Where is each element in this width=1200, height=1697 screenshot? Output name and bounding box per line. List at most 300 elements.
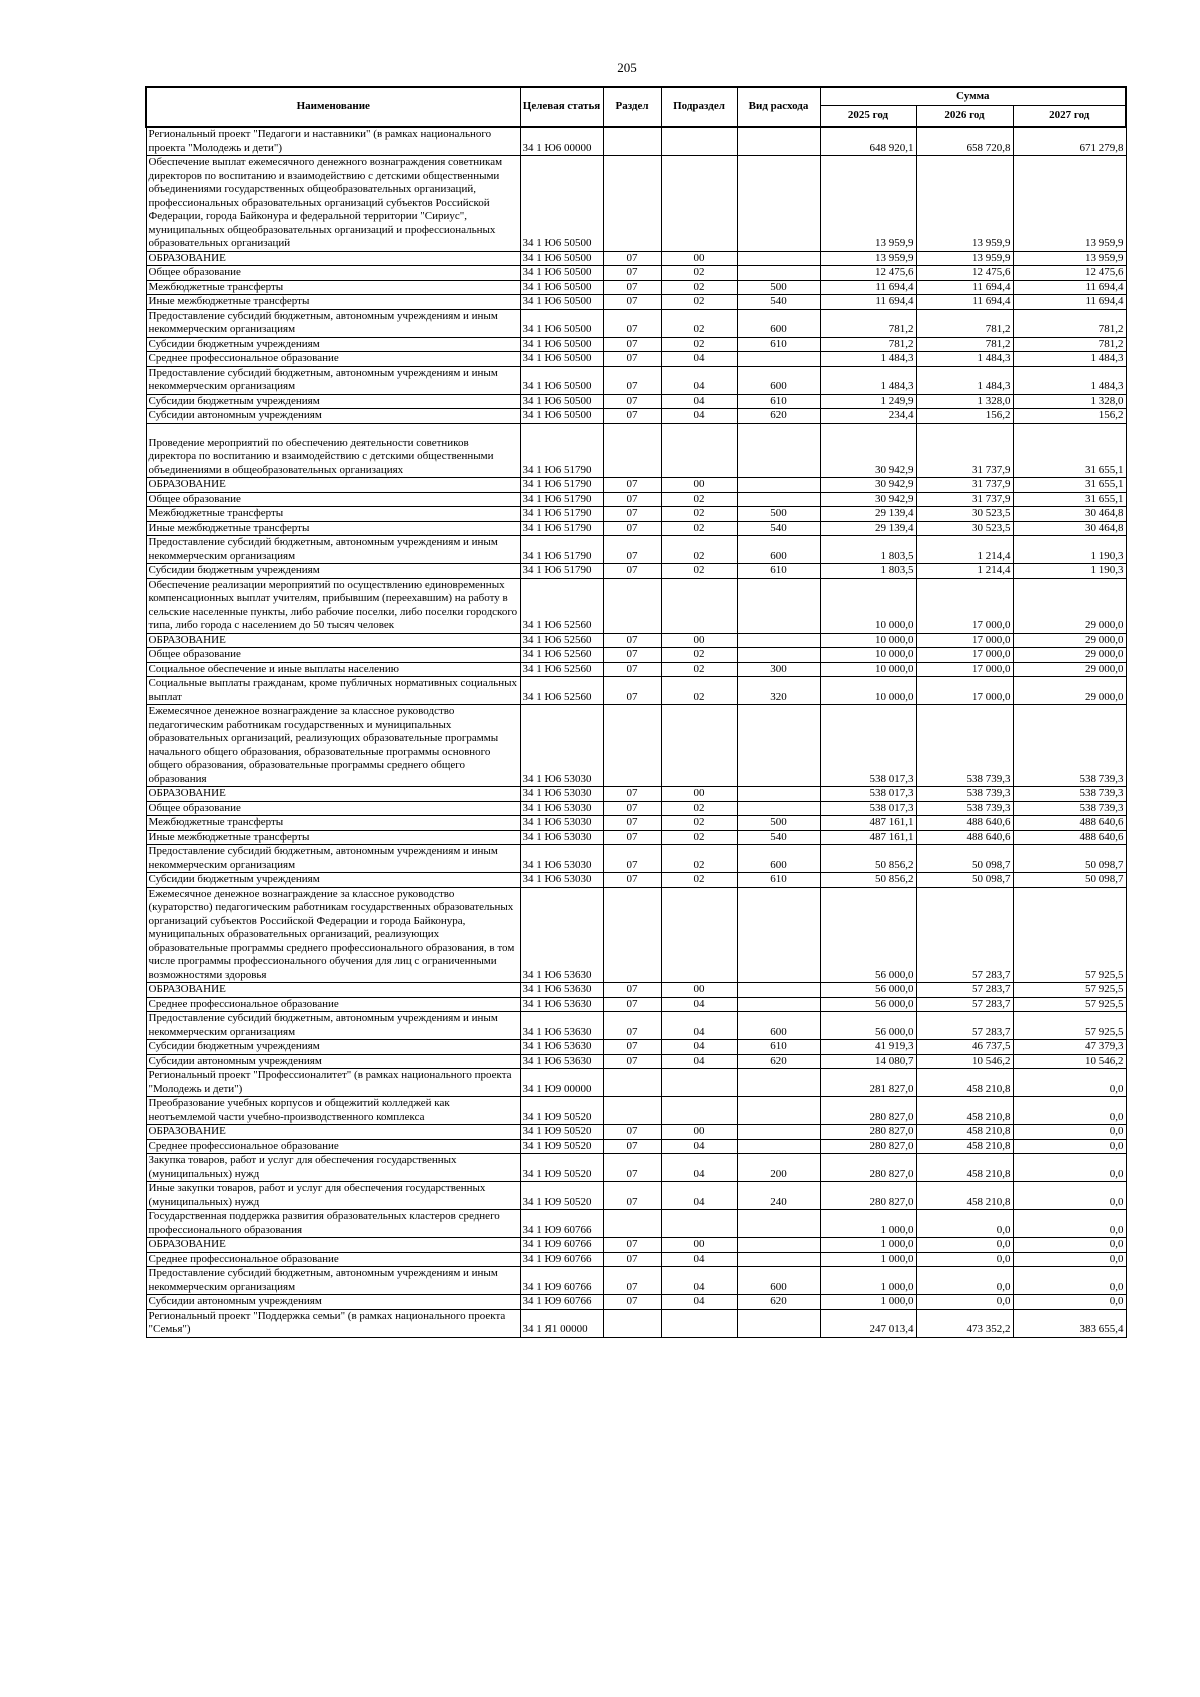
row-sum-2026: 13 959,9 — [916, 156, 1013, 252]
row-sum-2026: 0,0 — [916, 1267, 1013, 1295]
row-name: Государственная поддержка развития образовательных кластеров среднего профессионального образования — [146, 1210, 520, 1238]
row-section: 07 — [603, 1154, 661, 1182]
table-row — [146, 1012, 1126, 1040]
row-sum-2027: 31 655,1 — [1013, 423, 1126, 478]
row-expense-type — [737, 1097, 820, 1125]
row-sum-2025: 487 161,1 — [820, 830, 916, 845]
row-subsection: 00 — [661, 251, 737, 266]
row-section: 07 — [603, 1182, 661, 1210]
row-name: Региональный проект "Поддержка семьи" (в рамках национального проекта "Семья") — [146, 1309, 520, 1337]
row-name: Субсидии бюджетным учреждениям — [146, 873, 520, 888]
row-subsection: 02 — [661, 309, 737, 337]
row-target-code: 34 1 Ю6 53030 — [520, 830, 603, 845]
row-expense-type — [737, 492, 820, 507]
row-name: Предоставление субсидий бюджетным, автономным учреждениям и иным некоммерческим организациям — [146, 536, 520, 564]
row-expense-type — [737, 887, 820, 983]
row-target-code: 34 1 Ю6 50500 — [520, 266, 603, 281]
col-header-subsection: Подраздел — [661, 87, 737, 127]
row-subsection — [661, 127, 737, 156]
row-section: 07 — [603, 409, 661, 424]
row-name: Межбюджетные трансферты — [146, 507, 520, 522]
row-expense-type — [737, 983, 820, 998]
row-name: Социальное обеспечение и иные выплаты населению — [146, 662, 520, 677]
row-sum-2026: 12 475,6 — [916, 266, 1013, 281]
row-sum-2025: 29 139,4 — [820, 521, 916, 536]
row-target-code: 34 1 Ю9 50520 — [520, 1139, 603, 1154]
row-sum-2025: 50 856,2 — [820, 873, 916, 888]
row-section: 07 — [603, 1040, 661, 1055]
table-row — [146, 266, 1126, 281]
row-name: Среднее профессиональное образование — [146, 997, 520, 1012]
row-subsection: 04 — [661, 1139, 737, 1154]
row-section — [603, 705, 661, 787]
table-body — [146, 127, 1126, 1337]
row-sum-2026: 473 352,2 — [916, 1309, 1013, 1337]
row-sum-2027: 0,0 — [1013, 1210, 1126, 1238]
row-target-code: 34 1 Ю9 60766 — [520, 1252, 603, 1267]
row-sum-2027: 10 546,2 — [1013, 1054, 1126, 1069]
row-sum-2025: 280 827,0 — [820, 1097, 916, 1125]
row-expense-type: 540 — [737, 521, 820, 536]
row-target-code: 34 1 Ю6 51790 — [520, 564, 603, 579]
row-expense-type: 610 — [737, 1040, 820, 1055]
row-expense-type — [737, 1139, 820, 1154]
row-section: 07 — [603, 801, 661, 816]
row-sum-2026: 1 484,3 — [916, 352, 1013, 367]
row-sum-2025: 280 827,0 — [820, 1125, 916, 1140]
row-sum-2026: 46 737,5 — [916, 1040, 1013, 1055]
row-expense-type: 610 — [737, 873, 820, 888]
row-expense-type — [737, 578, 820, 633]
row-expense-type: 610 — [737, 337, 820, 352]
row-sum-2027: 13 959,9 — [1013, 251, 1126, 266]
row-target-code: 34 1 Ю6 00000 — [520, 127, 603, 156]
row-subsection: 02 — [661, 295, 737, 310]
row-subsection: 02 — [661, 677, 737, 705]
row-subsection: 02 — [661, 648, 737, 663]
table-row — [146, 1210, 1126, 1238]
row-sum-2027: 57 925,5 — [1013, 997, 1126, 1012]
table-row — [146, 887, 1126, 983]
table-row — [146, 1267, 1126, 1295]
row-section: 07 — [603, 521, 661, 536]
row-name: ОБРАЗОВАНИЕ — [146, 1125, 520, 1140]
row-sum-2027: 29 000,0 — [1013, 677, 1126, 705]
row-sum-2025: 13 959,9 — [820, 251, 916, 266]
row-expense-type — [737, 423, 820, 478]
row-target-code: 34 1 Ю6 50500 — [520, 394, 603, 409]
row-expense-type: 610 — [737, 564, 820, 579]
row-sum-2027: 47 379,3 — [1013, 1040, 1126, 1055]
row-subsection: 04 — [661, 394, 737, 409]
row-sum-2026: 1 214,4 — [916, 536, 1013, 564]
row-sum-2025: 1 484,3 — [820, 366, 916, 394]
table-row — [146, 578, 1126, 633]
row-section: 07 — [603, 564, 661, 579]
table-row — [146, 1040, 1126, 1055]
row-sum-2027: 31 655,1 — [1013, 492, 1126, 507]
row-sum-2025: 13 959,9 — [820, 156, 916, 252]
row-sum-2027: 50 098,7 — [1013, 845, 1126, 873]
row-sum-2027: 11 694,4 — [1013, 295, 1126, 310]
row-sum-2026: 57 283,7 — [916, 997, 1013, 1012]
row-name: Иные межбюджетные трансферты — [146, 521, 520, 536]
row-expense-type — [737, 127, 820, 156]
row-section: 07 — [603, 845, 661, 873]
row-sum-2025: 281 827,0 — [820, 1069, 916, 1097]
row-section: 07 — [603, 1295, 661, 1310]
row-name: Обеспечение реализации мероприятий по осуществлению единовременных компенсационных выплат учителям, прибывшим (переехавшим) на работу в сельские населенные пункты, либо рабочие поселки, либо поселки городского типа, либо города с населением до 50 тысяч человек — [146, 578, 520, 633]
row-sum-2025: 1 000,0 — [820, 1267, 916, 1295]
row-name: ОБРАЗОВАНИЕ — [146, 1238, 520, 1253]
row-section: 07 — [603, 478, 661, 493]
table-row — [146, 1182, 1126, 1210]
row-sum-2025: 648 920,1 — [820, 127, 916, 156]
row-subsection: 04 — [661, 1295, 737, 1310]
row-sum-2026: 658 720,8 — [916, 127, 1013, 156]
table-row — [146, 564, 1126, 579]
row-target-code: 34 1 Ю6 53630 — [520, 997, 603, 1012]
table-row — [146, 1125, 1126, 1140]
row-sum-2025: 538 017,3 — [820, 787, 916, 802]
row-subsection: 04 — [661, 997, 737, 1012]
row-expense-type — [737, 352, 820, 367]
row-sum-2027: 57 925,5 — [1013, 1012, 1126, 1040]
row-expense-type — [737, 1125, 820, 1140]
row-target-code: 34 1 Ю6 51790 — [520, 536, 603, 564]
row-sum-2027: 0,0 — [1013, 1125, 1126, 1140]
row-sum-2026: 458 210,8 — [916, 1069, 1013, 1097]
row-target-code: 34 1 Ю6 50500 — [520, 366, 603, 394]
row-target-code: 34 1 Ю6 53630 — [520, 1054, 603, 1069]
row-target-code: 34 1 Ю6 53630 — [520, 983, 603, 998]
row-subsection: 02 — [661, 816, 737, 831]
row-sum-2027: 538 739,3 — [1013, 787, 1126, 802]
row-sum-2026: 10 546,2 — [916, 1054, 1013, 1069]
col-header-2025: 2025 год — [820, 105, 916, 127]
row-section: 07 — [603, 1252, 661, 1267]
row-sum-2025: 1 803,5 — [820, 564, 916, 579]
row-target-code: 34 1 Ю9 50520 — [520, 1125, 603, 1140]
row-target-code: 34 1 Ю6 52560 — [520, 662, 603, 677]
row-expense-type — [737, 251, 820, 266]
row-target-code: 34 1 Ю6 50500 — [520, 295, 603, 310]
row-sum-2026: 31 737,9 — [916, 423, 1013, 478]
row-sum-2027: 0,0 — [1013, 1154, 1126, 1182]
row-target-code: 34 1 Ю6 50500 — [520, 280, 603, 295]
table-row — [146, 352, 1126, 367]
row-section: 07 — [603, 662, 661, 677]
row-name: Иные закупки товаров, работ и услуг для обеспечения государственных (муниципальных) нужд — [146, 1182, 520, 1210]
row-section: 07 — [603, 1267, 661, 1295]
row-sum-2026: 488 640,6 — [916, 830, 1013, 845]
row-target-code: 34 1 Ю6 53030 — [520, 705, 603, 787]
table-row — [146, 280, 1126, 295]
row-name: Межбюджетные трансферты — [146, 816, 520, 831]
row-expense-type — [737, 997, 820, 1012]
row-subsection: 02 — [661, 536, 737, 564]
table-row — [146, 1295, 1126, 1310]
row-subsection: 02 — [661, 280, 737, 295]
row-sum-2027: 50 098,7 — [1013, 873, 1126, 888]
row-expense-type: 500 — [737, 507, 820, 522]
row-sum-2027: 57 925,5 — [1013, 887, 1126, 983]
row-sum-2025: 280 827,0 — [820, 1182, 916, 1210]
row-section: 07 — [603, 830, 661, 845]
row-subsection — [661, 423, 737, 478]
row-expense-type — [737, 1238, 820, 1253]
row-section — [603, 1210, 661, 1238]
row-section: 07 — [603, 507, 661, 522]
row-name: Иные межбюджетные трансферты — [146, 830, 520, 845]
row-subsection: 04 — [661, 352, 737, 367]
row-expense-type — [737, 648, 820, 663]
table-row — [146, 677, 1126, 705]
row-sum-2026: 17 000,0 — [916, 677, 1013, 705]
row-sum-2026: 50 098,7 — [916, 873, 1013, 888]
row-sum-2025: 10 000,0 — [820, 633, 916, 648]
row-sum-2027: 0,0 — [1013, 1097, 1126, 1125]
row-section: 07 — [603, 280, 661, 295]
row-sum-2027: 0,0 — [1013, 1295, 1126, 1310]
row-target-code: 34 1 Ю9 00000 — [520, 1069, 603, 1097]
row-target-code: 34 1 Я1 00000 — [520, 1309, 603, 1337]
table-row — [146, 295, 1126, 310]
table-row — [146, 394, 1126, 409]
row-sum-2027: 538 739,3 — [1013, 801, 1126, 816]
row-section: 07 — [603, 251, 661, 266]
row-sum-2025: 1 803,5 — [820, 536, 916, 564]
table-row — [146, 366, 1126, 394]
row-sum-2026: 538 739,3 — [916, 801, 1013, 816]
row-target-code: 34 1 Ю6 51790 — [520, 521, 603, 536]
row-target-code: 34 1 Ю6 50500 — [520, 409, 603, 424]
row-sum-2026: 17 000,0 — [916, 648, 1013, 663]
row-expense-type — [737, 156, 820, 252]
row-subsection: 02 — [661, 662, 737, 677]
row-section: 07 — [603, 352, 661, 367]
row-target-code: 34 1 Ю9 50520 — [520, 1182, 603, 1210]
row-subsection: 04 — [661, 409, 737, 424]
row-name: Предоставление субсидий бюджетным, автономным учреждениям и иным некоммерческим организациям — [146, 1012, 520, 1040]
row-target-code: 34 1 Ю6 52560 — [520, 648, 603, 663]
row-expense-type: 600 — [737, 1267, 820, 1295]
table-row — [146, 478, 1126, 493]
row-name: Субсидии автономным учреждениям — [146, 409, 520, 424]
row-subsection — [661, 1069, 737, 1097]
row-name: Региональный проект "Педагоги и наставники" (в рамках национального проекта "Молодежь и дети") — [146, 127, 520, 156]
row-expense-type: 600 — [737, 845, 820, 873]
row-section: 07 — [603, 873, 661, 888]
row-sum-2027: 488 640,6 — [1013, 816, 1126, 831]
row-subsection: 04 — [661, 1154, 737, 1182]
row-sum-2026: 458 210,8 — [916, 1182, 1013, 1210]
row-expense-type — [737, 1210, 820, 1238]
row-sum-2026: 17 000,0 — [916, 578, 1013, 633]
row-sum-2025: 280 827,0 — [820, 1154, 916, 1182]
table-row — [146, 830, 1126, 845]
row-sum-2026: 458 210,8 — [916, 1125, 1013, 1140]
table-row — [146, 127, 1126, 156]
row-sum-2026: 1 484,3 — [916, 366, 1013, 394]
row-sum-2025: 11 694,4 — [820, 295, 916, 310]
row-sum-2027: 781,2 — [1013, 337, 1126, 352]
table-row — [146, 648, 1126, 663]
row-sum-2025: 1 000,0 — [820, 1210, 916, 1238]
row-expense-type: 600 — [737, 536, 820, 564]
row-subsection — [661, 1210, 737, 1238]
row-section — [603, 423, 661, 478]
row-target-code: 34 1 Ю9 60766 — [520, 1267, 603, 1295]
row-sum-2025: 30 942,9 — [820, 423, 916, 478]
table-row — [146, 845, 1126, 873]
table-row — [146, 251, 1126, 266]
row-sum-2026: 13 959,9 — [916, 251, 1013, 266]
row-subsection: 02 — [661, 492, 737, 507]
row-expense-type: 620 — [737, 1295, 820, 1310]
row-subsection: 04 — [661, 1267, 737, 1295]
row-name: Предоставление субсидий бюджетным, автономным учреждениям и иным некоммерческим организациям — [146, 366, 520, 394]
row-sum-2027: 29 000,0 — [1013, 578, 1126, 633]
row-expense-type: 620 — [737, 409, 820, 424]
row-sum-2026: 156,2 — [916, 409, 1013, 424]
row-subsection: 00 — [661, 633, 737, 648]
row-target-code: 34 1 Ю6 52560 — [520, 633, 603, 648]
row-sum-2027: 13 959,9 — [1013, 156, 1126, 252]
row-sum-2026: 458 210,8 — [916, 1154, 1013, 1182]
table-row — [146, 423, 1126, 478]
col-header-2026: 2026 год — [916, 105, 1013, 127]
row-expense-type: 500 — [737, 816, 820, 831]
row-subsection: 04 — [661, 1012, 737, 1040]
table-row — [146, 309, 1126, 337]
row-section: 07 — [603, 366, 661, 394]
row-subsection — [661, 156, 737, 252]
row-sum-2025: 10 000,0 — [820, 677, 916, 705]
row-sum-2026: 538 739,3 — [916, 787, 1013, 802]
row-expense-type — [737, 478, 820, 493]
row-sum-2026: 50 098,7 — [916, 845, 1013, 873]
row-target-code: 34 1 Ю6 52560 — [520, 578, 603, 633]
table-row — [146, 787, 1126, 802]
row-sum-2027: 538 739,3 — [1013, 705, 1126, 787]
row-sum-2026: 458 210,8 — [916, 1097, 1013, 1125]
row-section: 07 — [603, 677, 661, 705]
col-header-expense: Вид расхода — [737, 87, 820, 127]
row-name: Субсидии автономным учреждениям — [146, 1054, 520, 1069]
table-row — [146, 816, 1126, 831]
row-expense-type — [737, 1309, 820, 1337]
row-sum-2025: 29 139,4 — [820, 507, 916, 522]
row-target-code: 34 1 Ю9 60766 — [520, 1295, 603, 1310]
row-sum-2026: 30 523,5 — [916, 521, 1013, 536]
row-section: 07 — [603, 816, 661, 831]
row-sum-2025: 56 000,0 — [820, 983, 916, 998]
row-sum-2025: 56 000,0 — [820, 887, 916, 983]
row-sum-2025: 30 942,9 — [820, 478, 916, 493]
row-section: 07 — [603, 633, 661, 648]
row-sum-2025: 56 000,0 — [820, 1012, 916, 1040]
row-name: Субсидии бюджетным учреждениям — [146, 1040, 520, 1055]
row-sum-2026: 31 737,9 — [916, 492, 1013, 507]
table-row — [146, 1252, 1126, 1267]
table-row — [146, 521, 1126, 536]
table-row — [146, 409, 1126, 424]
row-subsection: 04 — [661, 1252, 737, 1267]
row-name: Предоставление субсидий бюджетным, автономным учреждениям и иным некоммерческим организациям — [146, 845, 520, 873]
col-header-sum: Сумма — [820, 87, 1126, 105]
row-section: 07 — [603, 787, 661, 802]
page-number: 205 — [617, 60, 637, 75]
row-subsection: 04 — [661, 1054, 737, 1069]
row-sum-2025: 781,2 — [820, 309, 916, 337]
row-sum-2027: 156,2 — [1013, 409, 1126, 424]
row-sum-2025: 247 013,4 — [820, 1309, 916, 1337]
row-target-code: 34 1 Ю6 50500 — [520, 352, 603, 367]
row-name: Субсидии автономным учреждениям — [146, 1295, 520, 1310]
row-subsection: 02 — [661, 564, 737, 579]
row-expense-type: 540 — [737, 295, 820, 310]
row-sum-2026: 11 694,4 — [916, 295, 1013, 310]
row-subsection — [661, 705, 737, 787]
row-target-code: 34 1 Ю6 51790 — [520, 423, 603, 478]
table-row — [146, 983, 1126, 998]
row-sum-2025: 10 000,0 — [820, 578, 916, 633]
row-sum-2027: 1 190,3 — [1013, 564, 1126, 579]
row-subsection: 04 — [661, 1040, 737, 1055]
row-sum-2027: 781,2 — [1013, 309, 1126, 337]
row-section — [603, 578, 661, 633]
row-subsection: 00 — [661, 1238, 737, 1253]
table-row — [146, 1139, 1126, 1154]
row-section: 07 — [603, 648, 661, 663]
row-name: Субсидии бюджетным учреждениям — [146, 337, 520, 352]
row-name: ОБРАЗОВАНИЕ — [146, 251, 520, 266]
row-subsection: 00 — [661, 478, 737, 493]
row-sum-2027: 29 000,0 — [1013, 648, 1126, 663]
row-name: Межбюджетные трансферты — [146, 280, 520, 295]
row-sum-2027: 0,0 — [1013, 1252, 1126, 1267]
row-sum-2027: 0,0 — [1013, 1238, 1126, 1253]
row-sum-2025: 1 000,0 — [820, 1295, 916, 1310]
table-row — [146, 801, 1126, 816]
row-sum-2027: 29 000,0 — [1013, 633, 1126, 648]
row-target-code: 34 1 Ю6 53030 — [520, 845, 603, 873]
row-name: Предоставление субсидий бюджетным, автономным учреждениям и иным некоммерческим организациям — [146, 309, 520, 337]
row-section: 07 — [603, 266, 661, 281]
row-name: Преобразование учебных корпусов и общежитий колледжей как неотъемлемой части учебно-производственного комплекса — [146, 1097, 520, 1125]
row-sum-2027: 0,0 — [1013, 1182, 1126, 1210]
row-target-code: 34 1 Ю6 53030 — [520, 801, 603, 816]
table-row — [146, 705, 1126, 787]
row-sum-2026: 17 000,0 — [916, 633, 1013, 648]
row-sum-2026: 57 283,7 — [916, 983, 1013, 998]
row-expense-type: 540 — [737, 830, 820, 845]
row-subsection: 02 — [661, 801, 737, 816]
table-row — [146, 337, 1126, 352]
row-section — [603, 156, 661, 252]
row-section — [603, 127, 661, 156]
row-sum-2026: 0,0 — [916, 1295, 1013, 1310]
row-section: 07 — [603, 1125, 661, 1140]
row-name-text: Проведение мероприятий по обеспечению деятельности советников директора по воспитанию и взаимодействию с детскими общественными объединениями в общеобразовательных организациях — [148, 436, 494, 476]
row-target-code: 34 1 Ю6 53030 — [520, 787, 603, 802]
row-subsection: 02 — [661, 830, 737, 845]
row-subsection — [661, 1309, 737, 1337]
row-name: Предоставление субсидий бюджетным, автономным учреждениям и иным некоммерческим организациям — [146, 1267, 520, 1295]
row-sum-2025: 50 856,2 — [820, 845, 916, 873]
row-sum-2027: 30 464,8 — [1013, 521, 1126, 536]
